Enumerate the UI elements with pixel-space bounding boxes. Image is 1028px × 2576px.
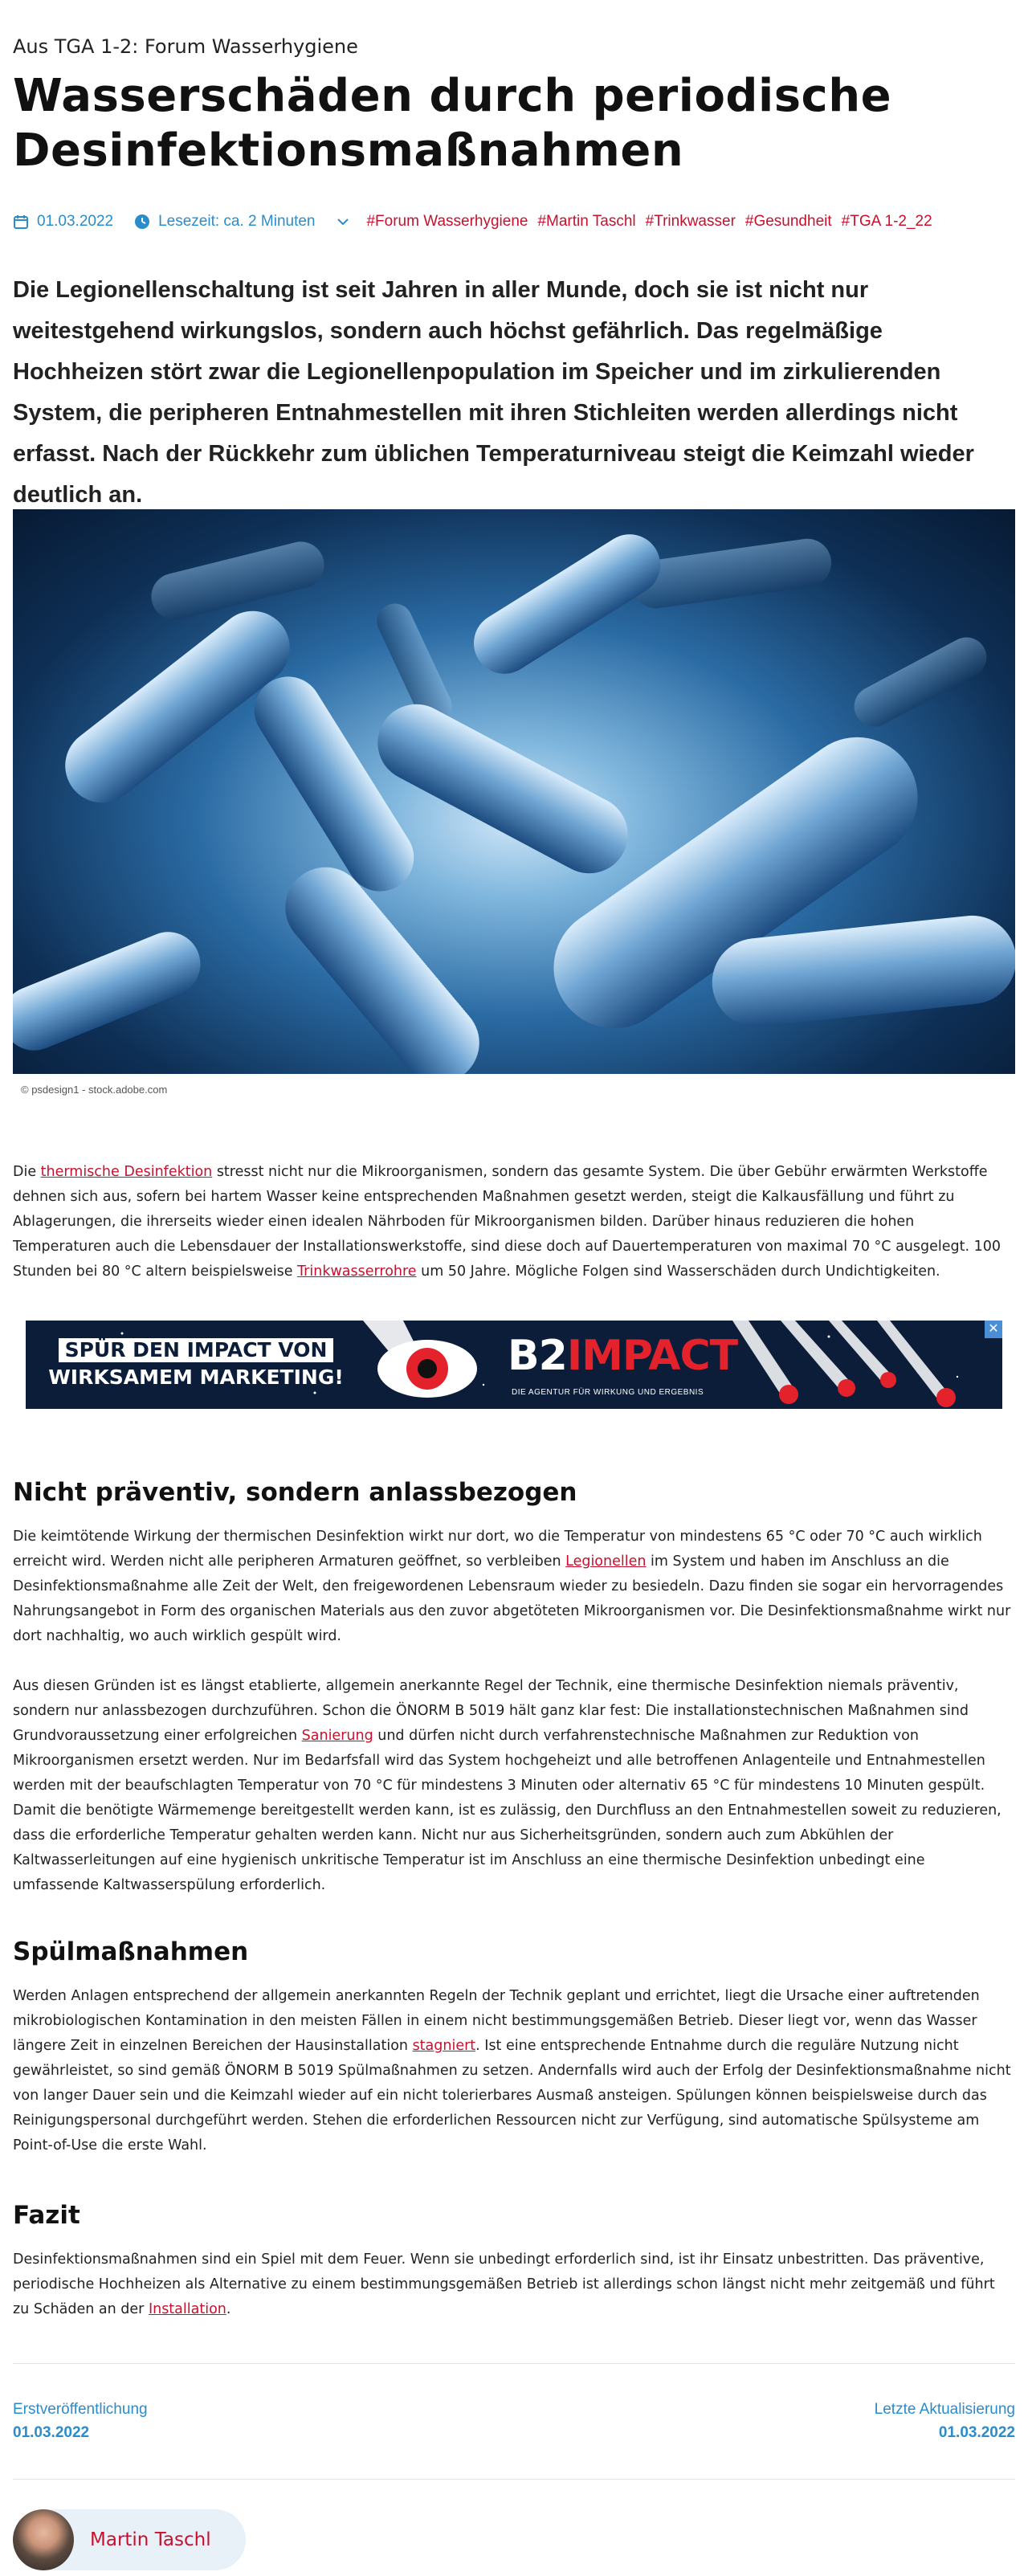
first-published	[13, 2398, 148, 2445]
image-credit: © psdesign1 - stock.adobe.com	[21, 1084, 168, 1096]
ad-banner[interactable]	[26, 1321, 1002, 1409]
paragraph: Desinfektionsmaßnahmen sind ein Spiel mit dem Feuer. Wenn sie unbedingt erforderlich sind, ist ihr Einsatz unbestritten. Das präventive, periodische Hochheizen als Alternative zu einem bestimmungsgemäßen Betrieb ist allerdings schon längst nicht mehr zeitgemäß und führt zu Schäden an der Installation.	[13, 2251, 995, 2317]
article-meta	[13, 210, 932, 233]
reading-time: Lesezeit: ca. 2 Minuten	[158, 213, 316, 230]
author-name[interactable]: Martin Taschl	[90, 2529, 211, 2550]
last-updated	[875, 2398, 1015, 2445]
tag-link[interactable]: #Gesundheit	[744, 213, 832, 230]
ad-claim	[35, 1338, 357, 1390]
ad-claim-line-1: SPÜR DEN IMPACT VON	[59, 1338, 334, 1362]
link-stagniert[interactable]: stagniert	[412, 2038, 476, 2054]
section-heading: Spülmaßnahmen	[13, 1937, 249, 1966]
link-installation[interactable]: Installation	[148, 2301, 226, 2317]
article-lead: Die Legionellenschaltung ist seit Jahren in aller Munde, doch sie ist nicht nur weitestgehend wirkungslos, sondern auch höchst gefährlich. Das regelmäßige Hochheizen stört zwar die Legionellenpopulation im Speicher und im zirkulierenden System, die peripheren Entnahmestellen mit ihren Stichleiten werden allerdings nicht erfasst. Nach der Rückkehr zum üblichen Temperaturniveau steigt die Keimzahl wieder deutlich an.	[13, 277, 974, 508]
ad-claim-line-2: WIRKSAMEM MARKETING!	[48, 1366, 344, 1389]
section-heading: Nicht präventiv, sondern anlassbezogen	[13, 1478, 577, 1507]
chevron-down-icon[interactable]	[336, 214, 350, 229]
link-sanierung[interactable]: Sanierung	[301, 1728, 373, 1744]
paragraph: Die keimtötende Wirkung der thermischen Desinfektion wirkt nur dort, wo die Temperatur von mindestens 65 °C oder 70 °C auch wirklich erreicht wird. Werden nicht alle peripheren Armaturen geöffnet, so verbleiben Legionellen im System und haben im Anschluss an die Desinfektionsmaßnahme alle Zeit der Welt, den freigewordenen Lebensraum wieder zu besiedeln. Dazu finden sie sogar ein hervorragendes Nahrungsangebot in Form des organischen Materials aus den zuvor abgetöteten Mikroorganismen vor. Die Desinfektionsmaßnahme wirkt nur dort nachhaltig, wo auch wirklich gespült wird.	[13, 1529, 1011, 1644]
tag-link[interactable]: #Forum Wasserhygiene	[366, 213, 528, 230]
section-heading: Fazit	[13, 2201, 80, 2230]
divider	[13, 2479, 1015, 2480]
close-icon[interactable]: ✕	[985, 1321, 1002, 1338]
link-thermische-desinfektion[interactable]: thermische Desinfektion	[40, 1164, 213, 1180]
avatar	[13, 2509, 74, 2570]
tag-link[interactable]: #TGA 1-2_22	[841, 213, 932, 230]
paragraph: Werden Anlagen entsprechend der allgemein anerkannten Regeln der Technik geplant und errichtet, liegt die Ursache einer auftretenden mikrobiologischen Kontamination in den meisten Fällen in einem nicht bestimmungsgemäßen Betrieb. Dieser liegt vor, wenn das Wasser längere Zeit in einzelnen Bereichen der Hausinstallation stagniert. Ist eine entsprechende Entnahme durch die reguläre Nutzung nicht gewährleistet, so sind gemäß ÖNORM B 5019 Spülmaßnahmen zu setzen. Andernfalls wird auch der Erfolg der Desinfektionsmaßnahme nicht von langer Dauer sein und die Keimzahl wieder auf ein nicht tolerierbares Ausmaß ansteigen. Spülungen können beispielsweise durch das Reinigungspersonal durchgeführt werden. Stehen die erforderlichen Ressourcen nicht zur Verfügung, sind automatische Spülsysteme am Point-of-Use die erste Wahl.	[13, 1988, 1011, 2153]
link-legionellen[interactable]: Legionellen	[565, 1553, 647, 1570]
divider	[13, 2363, 1015, 2364]
publish-date: 01.03.2022	[37, 213, 114, 230]
paragraph-intro: Die thermische Desinfektion stresst nicht nur die Mikroorganismen, sondern das gesamte System. Die über Gebühr erwärmten Werkstoffe dehnen sich aus, sofern bei hartem Wasser keine entsprechenden Maßnahmen gesetzt werden, steigt die Kalkausfällung und führt zu Ablagerungen, die ihrerseits wieder einen idealen Nährboden für Mikroorganismen bilden. Darüber hinaus reduzieren die hohen Temperaturen auch die Lebensdauer der Installationswerkstoffe, sind diese doch auf Dauertemperaturen von maximal 70 °C ausgelegt. 100 Stunden bei 80 °C altern beispielsweise Trinkwasserrohre um 50 Jahre. Mögliche Folgen sind Wasserschäden durch Undichtigkeiten.	[13, 1164, 1001, 1280]
page-title: Wasserschäden durch periodische Desinfektionsmaßnahmen	[13, 70, 892, 177]
ad-slogan: DIE AGENTUR FÜR WIRKUNG UND ERGEBNIS	[512, 1388, 704, 1397]
calendar-icon	[13, 214, 29, 230]
last-updated-date: 01.03.2022	[938, 2424, 1015, 2441]
first-published-date: 01.03.2022	[13, 2424, 90, 2441]
author-chip[interactable]	[13, 2509, 246, 2570]
last-updated-label: Letzte Aktualisierung	[874, 2401, 1015, 2418]
tag-link[interactable]: #Trinkwasser	[645, 213, 736, 230]
article-kicker: Aus TGA 1-2: Forum Wasserhygiene	[13, 35, 358, 58]
paragraph: Aus diesen Gründen ist es längst etablierte, allgemein anerkannte Regel der Technik, eine thermische Desinfektion niemals präventiv, sondern nur anlassbezogen durchzuführen. Schon die ÖNORM B 5019 hält ganz klar fest: Die installationstechnischen Maßnahmen sind Grundvoraussetzung einer erfolgreichen Sanierung und dürfen nicht durch verfahrenstechnische Maßnahmen zur Reduktion von Mikroorganismen ersetzt werden. Nur im Bedarfsfall wird das System hochgeheizt und alle betroffenen Anlagenteile und Entnahmestellen werden mit der beaufschlagten Temperatur von 70 °C für mindestens 3 Minuten oder alternativ 65 °C für mindestens 10 Minuten gespült. Damit die benötigte Wärmemenge bereitgestellt werden kann, ist es zulässig, den Durchfluss an den Entnahmestellen soweit zu reduzieren, dass die erforderliche Temperatur gehalten werden kann. Nicht nur aus Sicherheitsgründen, sondern auch zum Abkühlen der Kaltwasserleitungen auf eine hygienisch unkritische Temperatur ist im Anschluss an eine thermische Desinfektion unbedingt eine umfassende Kaltwasserspülung erforderlich.	[13, 1678, 1001, 1893]
ad-brand-logo: B2IMPACT	[508, 1332, 738, 1380]
hero-image-bacteria	[13, 509, 1015, 1074]
first-published-label: Erstveröffentlichung	[13, 2401, 148, 2418]
link-trinkwasserrohre[interactable]: Trinkwasserrohre	[297, 1264, 417, 1280]
clock-icon	[134, 214, 150, 230]
tag-link[interactable]: #Martin Taschl	[537, 213, 636, 230]
